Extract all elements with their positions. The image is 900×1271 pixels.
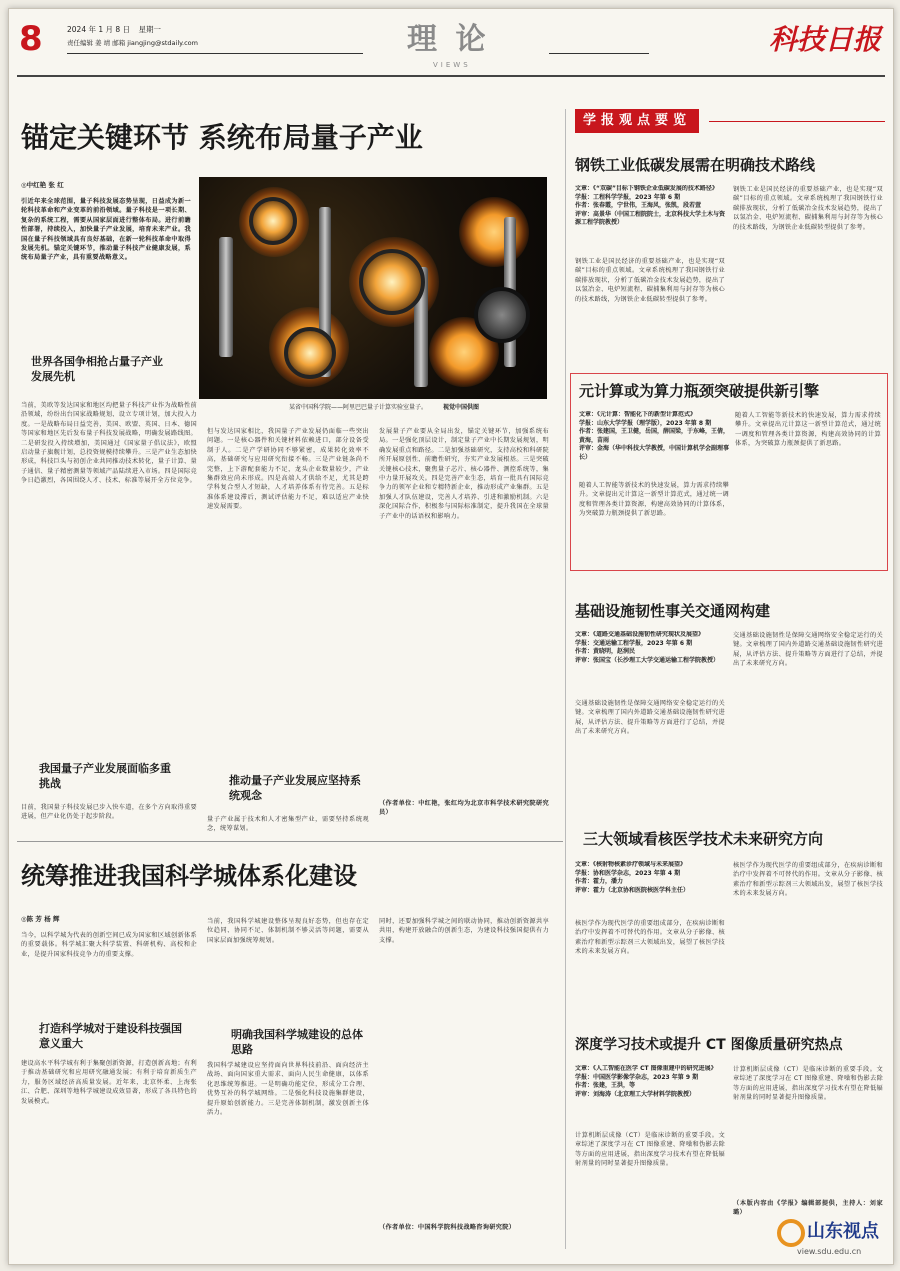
photo-caption xyxy=(289,403,479,412)
article1-subhead-1: 世界各国争相抢占量子产业发展先机 xyxy=(31,355,163,383)
photo-light-glow xyxy=(459,197,529,267)
sidebar-item1-meta: 文章：《“双碳”目标下钢铁企业低碳发展的技术路径》 学报：工程科学学报，2023 年第 6 期 作者：张春霞，宁世伟，王海风，张凯，段若萱 评审：高景华（中国工程院院士，北京科技大学土木与资源工程学院教授） xyxy=(575,185,725,227)
editor-line: 责任编辑 姜 靖 邮箱 jiangjing@stdaily.com xyxy=(67,39,198,47)
masthead-rule-left xyxy=(67,53,363,54)
sidebar-item1-body-col2: 钢铁工业是国民经济的重要基础产业，也是实现“双碳”目标的重点领域。文章系统梳理了我国钢铁行业碳排放现状，分析了低碳冶金技术发展趋势，提出了以氢冶金、电炉短流程、碳捕集利用与封存等为核心的技术路线，为钢铁企业低碳转型提供了参考。 xyxy=(733,186,883,231)
sidebar-item3-title: 基础设施韧性事关交通网构建 xyxy=(575,602,771,620)
issue-date-line xyxy=(67,25,161,34)
sidebar-item5-meta: 文章：《人工智能在医学 CT 图像重建中的研究进展》 学报：中国医学影像学杂志，2023 年第 9 期 作者：张建，王洪，等 评审：刘海涛（北京理工大学材料学院教授） xyxy=(575,1065,717,1098)
article1-subhead-2: 我国量子产业发展面临多重挑战 xyxy=(39,762,171,790)
newspaper-page xyxy=(8,8,894,1265)
article1-author: ◎中红艳 张 红 xyxy=(21,181,64,189)
issue-date: 2024 年 1 月 8 日 xyxy=(67,25,131,34)
page-number: 8 xyxy=(19,19,43,59)
sidebar-item5-title: 深度学习技术或提升 CT 图像质量研究热点 xyxy=(575,1037,843,1053)
article1-col1-text: 当前，美欧等发达国家和地区均把量子科技产业作为战略性前沿领域，纷纷出台国家战略规划、设立专项计划，加大投入力度。一是战略布局日益完善，美国、欧盟、英国、日本、德国等国家和地区先后发布量子科技发展战略，明确发展路线图。二是研发投入持续增加，美国通过《国家量子倡议法》，欧盟启动量子旗舰计划，总投资规模持续攀升。三是产业生态加快形成，科技巨头与初创企业共同推动技术转化，量子计算、量子通信、量子精密测量等领域产品陆续进入市场。四是国际竞争日趋激烈，各国围绕人才、技术、标准等展开全方位竞争。 xyxy=(21,402,197,485)
article1-photo xyxy=(199,177,547,399)
watermark-logo-icon xyxy=(777,1219,805,1247)
section-title: 理 论 xyxy=(407,22,490,57)
photo-credit: 视觉中国供图 xyxy=(442,404,479,411)
sidebar-item4-title: 三大领域看核医学技术未来研究方向 xyxy=(583,830,824,848)
article2-author: ◎陈 芳 杨 辉 xyxy=(21,915,60,923)
photo-lens xyxy=(284,327,336,379)
article2-subhead-2: 明确我国科学城建设的总体思路 xyxy=(231,1028,363,1056)
sidebar-item5-footer: （本版内容由《学报》编辑部提供，主持人：刘家璐） xyxy=(733,1200,883,1217)
article2-col3-author: （作者单位：中国科学院科技战略咨询研究院） xyxy=(379,1224,516,1231)
sidebar-item4-body: 核医学作为现代医学的重要组成部分，在疾病诊断和治疗中发挥着不可替代的作用。文章从分子影像、核素治疗和新型示踪剂三大领域出发，展望了核医学技术的未来发展方向。 xyxy=(575,920,725,956)
article1-lead: 引近年来全球范围，量子科技发展态势呈现，日益成为新一轮科技革命和产业变革的前沿领域。量子科技是一项长期、复杂的系统工程，需要从国家层面进行整体布局。进行前瞻性部署，持续投入，加快量子产业发展，培育未来产业。我国在量子科技领域具有良好基础，在新一轮科技革命中取得发展先机。锚定关键环节，推动量子科技产业健康发展，系统布局量子产业，具有重要战略意义。 xyxy=(21,198,191,262)
watermark-name: 山东视点 xyxy=(807,1221,879,1242)
photo-caption-text: 某省中国科学院——阿里巴巴量子计算实验室量子。 xyxy=(289,404,428,411)
masthead-bottom-rule xyxy=(17,75,885,77)
article1-col2-text: 但与发达国家相比，我国量子产业发展仍面临一些突出问题。一是核心器件和关键材料依赖进口，部分设备受制于人。二是产学研协同不够紧密，成果转化效率不高，基础研究与应用研究衔接不畅。三是产业链条尚不完整，上下游配套能力不足，龙头企业数量较少，产业集群效应尚未形成。四是高端人才供给不足，尤其是跨学科复合型人才短缺，人才培养体系有待完善。五是标准体系建设滞后，测试评估能力不足，难以适应产业快速发展需要。 xyxy=(207,428,369,511)
sidebar-item3-body-col2: 交通基础设施韧性是保障交通网络安全稳定运行的关键。文章梳理了国内外道路交通基础设施韧性研究进展，从评估方法、提升策略等方面进行了总结，并提出了未来研究方向。 xyxy=(733,632,883,668)
article2-col3-text: 同时，还要加强科学城之间的联动协同，推动创新资源共享共用，构建开放融合的创新生态，为建设科技强国提供有力支撑。 xyxy=(379,918,549,944)
article1-col1b-text: 目前，我国量子科技发展已步入快车道，在多个方向取得重要进展，但产业化仍处于起步阶段。 xyxy=(21,804,197,821)
article2-subhead-1: 打造科学城对于建设科技强国意义重大 xyxy=(39,1022,182,1050)
article2-col2-text: 当前，我国科学城建设整体呈现良好态势，但也存在定位趋同、协同不足、体制机制不够灵活等问题，需要从国家层面加强统筹规划。 xyxy=(207,918,369,944)
sidebar-item2-body: 随着人工智能等新技术的快速发展，算力需求持续攀升。文章提出元计算这一新型计算范式，通过统一调度和管理各类计算资源，构建高效协同的计算体系，为突破算力瓶颈提供了新思路。 xyxy=(579,482,729,518)
sidebar-item4-body-col2: 核医学作为现代医学的重要组成部分，在疾病诊断和治疗中发挥着不可替代的作用。文章从分子影像、核素治疗和新型示踪剂三大领域出发，展望了核医学技术的未来发展方向。 xyxy=(733,862,883,898)
photo-optic-mount xyxy=(219,237,233,357)
sidebar-item3-body: 交通基础设施韧性是保障交通网络安全稳定运行的关键。文章梳理了国内外道路交通基础设施韧性研究进展，从评估方法、提升策略等方面进行了总结，并提出了未来研究方向。 xyxy=(575,700,725,736)
issue-weekday: 星期一 xyxy=(138,25,161,34)
article1-col3-author: （作者单位：中红艳，张红均为北京市科学技术研究院研究员） xyxy=(379,800,549,817)
photo-lens xyxy=(249,197,297,245)
sidebar-item1-body: 钢铁工业是国民经济的重要基础产业，也是实现“双碳”目标的重点领域。文章系统梳理了我国钢铁行业碳排放现状，分析了低碳冶金技术发展趋势，提出了以氢冶金、电炉短流程、碳捕集利用与封存等为核心的技术路线，为钢铁企业低碳转型提供了参考。 xyxy=(575,258,725,303)
article2-col1-text: 当今，以科学城为代表的创新空间已成为国家和区域创新体系的重要载体。科学城汇聚大科学装置、科研机构、高校和企业，是提升国家科技竞争力的重要支撑。 xyxy=(21,932,197,958)
article1-col3-text: 发展量子产业要从全局出发，锚定关键环节，加强系统布局。一是强化顶层设计，制定量子产业中长期发展规划，明确发展重点和路径。二是加强基础研究，支持高校和科研院所开展原创性、前瞻性研究，夯实产业发展根基。三是突破关键核心技术，聚焦量子芯片、核心器件、测控系统等，集中力量开展攻关。四是完善产业生态，培育一批具有国际竞争力的领军企业和专精特新企业，推动形成产业集群。五是加强人才队伍建设，完善人才培养、引进和激励机制。六是深化国际合作，积极参与国际标准制定，提升我国在全球量子产业中的话语权和影响力。 xyxy=(379,428,549,520)
sidebar-item2-body-col2: 随着人工智能等新技术的快速发展，算力需求持续攀升。文章提出元计算这一新型计算范式，通过统一调度和管理各类计算资源，构建高效协同的计算体系，为突破算力瓶颈提供了新思路。 xyxy=(735,412,881,448)
article1-col2b-text: 量子产业属于技术和人才密集型产业，需要坚持系统观念，统筹谋划。 xyxy=(207,816,369,833)
watermark xyxy=(777,1217,891,1263)
article2-col2b-text: 我国科学城建设应坚持面向世界科技前沿、面向经济主战场、面向国家重大需求、面向人民生命健康，以体系化思维统筹推进。一是明确功能定位，形成分工合理、优势互补的科学城网络。二是强化科技设施集群建设，提升原始创新能力。三是完善体制机制，激发创新主体活力。 xyxy=(207,1062,369,1117)
sidebar-item1-title: 钢铁工业低碳发展需在明确技术路线 xyxy=(575,156,816,174)
photo-lens xyxy=(359,249,425,315)
article-divider xyxy=(17,841,563,842)
article2-title: 统筹推进我国科学城体系化建设 xyxy=(21,862,357,890)
watermark-url: view.sdu.edu.cn xyxy=(797,1247,862,1256)
article1-subhead-3: 推动量子产业发展应坚持系统观念 xyxy=(229,774,361,802)
sidebar-item5-body-col2: 计算机断层成像（CT）是临床诊断的重要手段。文章综述了深度学习在 CT 图像重建、降噪和伪影去除等方面的应用进展，指出深度学习技术有望在降低辐射剂量的同时显著提升图像质量。 xyxy=(733,1066,883,1102)
sidebar-header-text: 学报观点要览 xyxy=(583,113,692,128)
sidebar-item5-body: 计算机断层成像（CT）是临床诊断的重要手段。文章综述了深度学习在 CT 图像重建、降噪和伪影去除等方面的应用进展，指出深度学习技术有望在降低辐射剂量的同时显著提升图像质量。 xyxy=(575,1132,725,1168)
column-divider xyxy=(565,109,566,1249)
article2-col1b-text: 建设高水平科学城有利于集聚创新资源，打造创新高地；有利于推动基础研究和应用研究融通发展；有利于培育新质生产力，服务区域经济高质量发展。近年来，北京怀柔、上海张江、合肥、深圳等地科学城建设成效显著，形成了各具特色的发展模式。 xyxy=(21,1060,197,1105)
sidebar-item2-meta: 文章：《元计算：智能化下的新型计算范式》 学报：山东大学学报（理学版），2023 年第 8 期 作者：张建国，王卫健，岳国，薛国梁，于东峰，王倩，黄海，苗雨 评审：金海（华中科技大学教授，中国计算机学会副理事长） xyxy=(579,411,729,461)
article1-title: 锚定关键环节 系统布局量子产业 xyxy=(21,121,423,154)
masthead-rule-right xyxy=(549,53,649,54)
sidebar-item4-meta: 文章：《核射物核素诊疗领域与未来展望》 学报：协和医学杂志，2023 年第 4 期 作者：霍力，潘力 评审：霍力（北京协和医院核医学科主任） xyxy=(575,861,690,894)
sidebar-header-rule xyxy=(709,121,885,122)
sidebar-item3-meta: 文章：《道路交通基础设施韧性研究现状及展望》 学报：交通运输工程学报，2023 年第 6 期 作者：黄晓明，赵润民 评审：张国宝（长沙理工大学交通运输工程学院教授） xyxy=(575,631,720,664)
photo-lens xyxy=(474,287,530,343)
section-subtitle: VIEWS xyxy=(433,61,471,69)
newspaper-logo: 科技日报 xyxy=(769,23,882,56)
sidebar-header xyxy=(575,109,699,133)
sidebar-item2-title: 元计算或为算力瓶颈突破提供新引擎 xyxy=(579,382,820,400)
